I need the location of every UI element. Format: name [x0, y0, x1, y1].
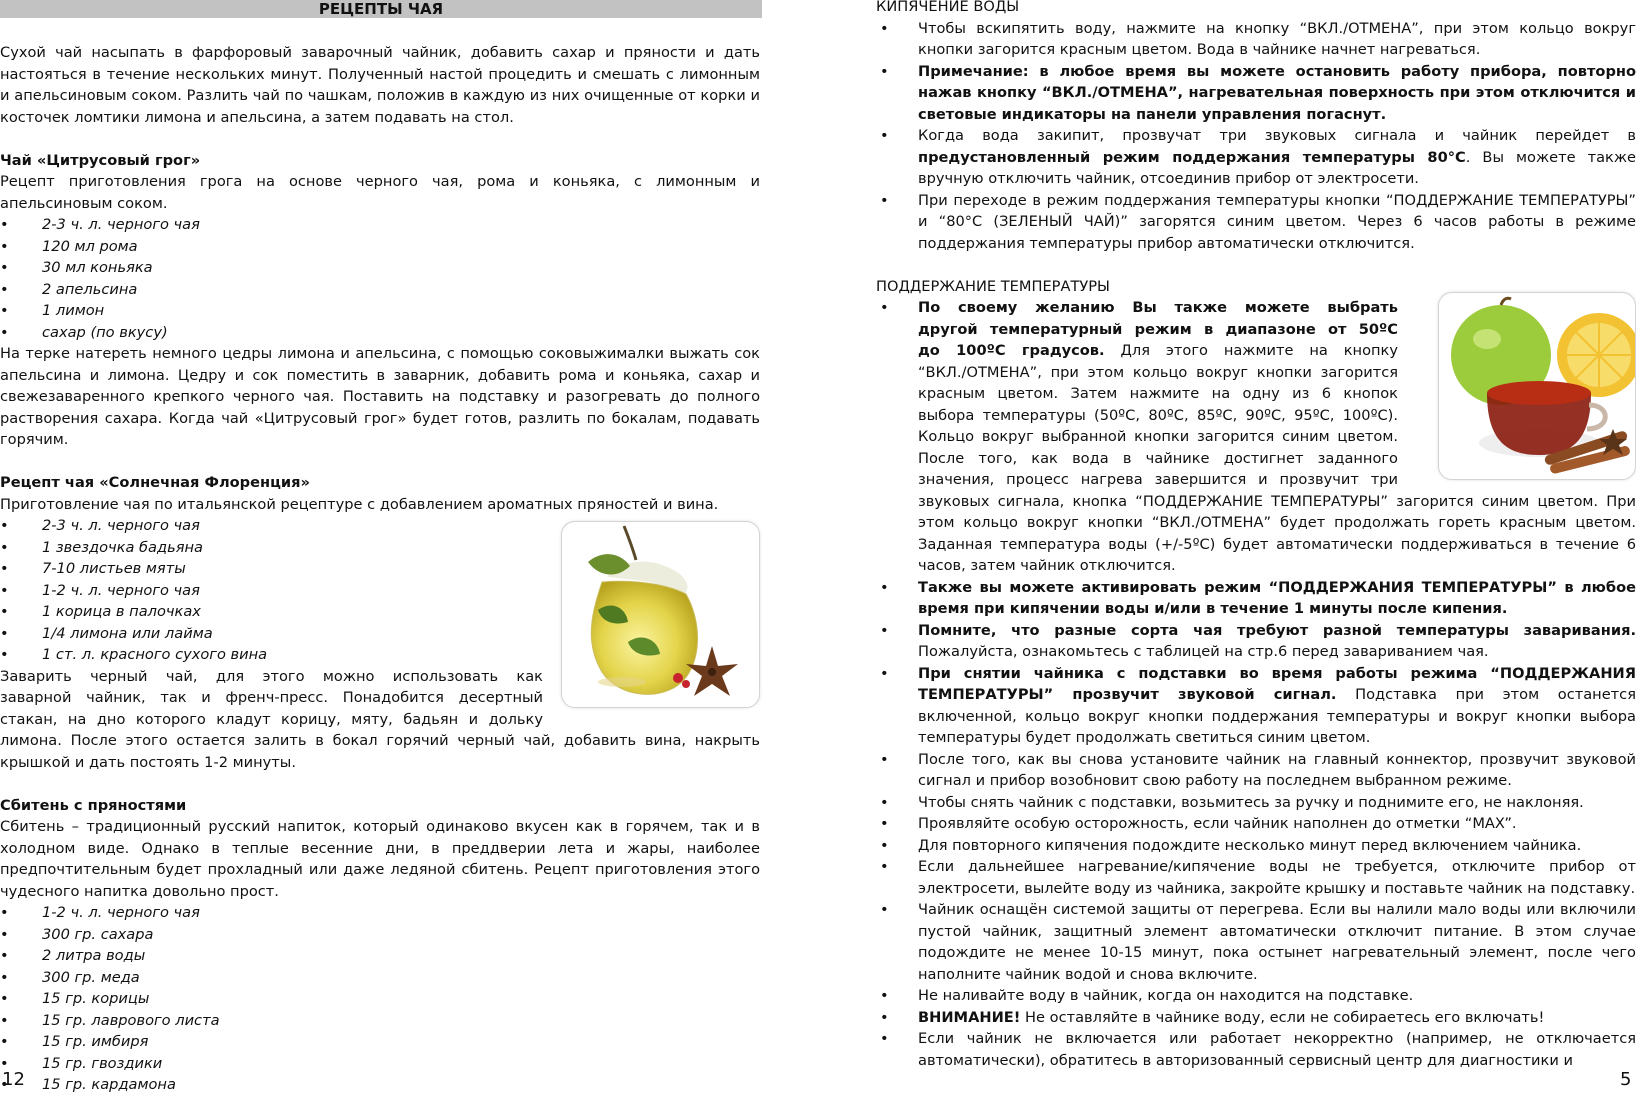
keep-bold: Также вы можете активировать режим “ПОДДЕРЖАНИЯ ТЕМПЕРАТУРЫ” в любое время при кипячении воды и/или в течение 1 минуты после кипения. — [918, 578, 1636, 617]
method-line: стакан, на дно которого кладут корицу, мяту, бадьян и дольку — [0, 710, 543, 728]
ingredient-item: • 1 ст. л. красного сухого вина — [0, 644, 760, 666]
ingredient-item: • 15 гр. кардамона — [0, 1074, 760, 1096]
recipe-method-citrus-grog: На терке натереть немного цедры лимона и апельсина, с помощью соковыжималки выжать сок апельсина и лимона. Цедру и сок поместить в заварник, добавить рома и коньяка, сахар и свежезаваренного крепкого черного чая. Поставить на подставку и разогревать до полного растворения сахара. Когда чай «Цитрусовый грог» будет готов, разлить по бокалам, подавать горячим. — [0, 345, 760, 448]
recipe-title-florence: Рецепт чая «Солнечная Флоренция» — [0, 474, 310, 491]
recipe-method-florence-rest: лимона. После этого остается залить в бокал горячий черный чай, добавить вина, накрыть крышкой и дать постоять 1-2 минуты. — [0, 732, 760, 771]
method-line: заварной чайник, так и френч-пресс. Понадобится десертный — [0, 689, 543, 706]
recipe-desc-sbiten: Сбитень – традиционный русский напиток, который одинаково вкусен как в горячем, так и в холодном виде. Однако в теплые весенние дни, в преддверии лета и жары, наиболее предпочтительным будет прохладный или даже ледяной сбитень. Рецепт приготовления этого чудесного напитка довольно прост. — [0, 818, 760, 900]
ingredient-item: • 300 гр. меда — [0, 967, 760, 989]
pear-glass-image — [561, 521, 760, 708]
ingredient-item: • 2 апельсина — [0, 279, 760, 301]
keep-bold: другой температурный режим в диапазоне от 50ºC — [918, 320, 1398, 338]
keep-item-wrap — [918, 297, 1398, 491]
ingredients-citrus-grog — [0, 214, 760, 343]
keep-heading: ПОДДЕРЖАНИЕ ТЕМПЕРАТУРЫ — [876, 277, 1110, 295]
ingredient-item: • 2 литра воды — [0, 945, 760, 967]
keep-item: • Для повторного кипячения подождите несколько минут перед включением чайника. — [876, 835, 1636, 857]
keep-item: • Чайник оснащён системой защиты от перегрева. Если вы налили мало воды или включили пустой чайник, защитный элемент автоматически отключит питание. В этом случае подождите не менее 10-15 минут, пока остынет нагревательный элемент, после чего наполните чайник водой и снова включите. — [876, 899, 1636, 985]
ingredient-item: • 300 гр. сахара — [0, 924, 760, 946]
keep-bold: При снятии чайника с подставки во время работы режима “ПОДДЕРЖАНИЯ ТЕМПЕРАТУРЫ” прозвучит звуковой сигнал. — [918, 664, 1636, 703]
method-line: Заварить черный чай, для этого можно использовать как — [0, 667, 543, 685]
ingredient-item: • 15 гр. корицы — [0, 988, 760, 1010]
boiling-note-text: Примечание: в любое время вы можете остановить работу прибора, повторно нажав кнопку “ВКЛ./ОТМЕНА”, нагревательная поверхность при этом отключится и световые индикаторы на панели управления погаснут. — [918, 62, 1636, 123]
keep-line — [918, 340, 1398, 362]
tea-cup-image — [1438, 292, 1636, 480]
keep-bold: до 100ºС градусов. — [918, 342, 1105, 359]
keep-item-rest: звуковых сигнала, кнопка “ПОДДЕРЖАНИЕ ТЕМПЕРАТУРЫ” загорится синим цветом. При этом кольцо вокруг кнопки “ВКЛ./ОТМЕНА” будет продолжать гореть красным цветом. Заданная температура воды (+/-5ºС) будет автоматически поддерживаться в течение 6 часов, затем чайник отключится. — [918, 492, 1636, 574]
ingredient-item: • 1 лимон — [0, 300, 760, 322]
ingredient-item: • 1-2 ч. л. черного чая — [0, 902, 760, 924]
section-banner: РЕЦЕПТЫ ЧАЯ — [0, 0, 762, 18]
right-page — [876, 0, 1636, 1071]
keep-item: • После того, как вы снова установите чайник на главный коннектор, прозвучит звуковой сигнал и прибор возобновит свою работу на последнем выбранном режиме. — [876, 749, 1636, 792]
keep-bold: По своему желанию Вы также можете выбрать — [918, 299, 1398, 316]
boiling-list — [876, 18, 1636, 255]
keep-line — [918, 297, 1398, 319]
keep-line: выбора температуры (50ºС, 80ºС, 85ºС, 90ºС, 95ºС, 100ºС). — [918, 406, 1398, 424]
boiling-item — [876, 125, 1636, 190]
ingredient-item: • 7-10 листьев мяты — [0, 558, 760, 580]
boiling-heading: КИПЯЧЕНИЕ ВОДЫ — [876, 0, 1020, 15]
ingredient-item: • 120 мл рома — [0, 236, 760, 258]
ingredient-item: • 2-3 ч. л. черного чая — [0, 214, 760, 236]
ingredient-item: • 1 звездочка бадьяна — [0, 537, 760, 559]
ingredient-item: • 1/4 лимона или лайма — [0, 623, 760, 645]
recipe-desc-florence: Приготовление чая по итальянской рецептуре с добавлением ароматных пряностей и вина. — [0, 495, 719, 513]
keep-line — [918, 319, 1398, 341]
keep-item — [876, 663, 1636, 749]
keep-item: • Проявляйте особую осторожность, если чайник наполнен до отметки “MAX”. — [876, 813, 1636, 835]
intro-paragraph: Сухой чай насыпать в фарфоровый заварочный чайник, добавить сахар и пряности и дать настояться в течение нескольких минут. Полученный настой процедить и смешать с лимонным и апельсиновым соком. Разлить чай по чашкам, положив в каждую из них очищенные от корки и косточек ломтики лимона и апельсина, а затем подавать на стол. — [0, 44, 760, 126]
keep-line: красным цветом. Затем нажмите на одну из 6 кнопок — [918, 385, 1398, 402]
recipe-title-sbiten: Сбитень с пряностями — [0, 796, 187, 814]
keep-line: Кольцо вокруг выбранной кнопки загорится синим цветом. — [918, 428, 1398, 445]
ingredient-item: • сахар (по вкусу) — [0, 322, 760, 344]
boiling-note — [876, 61, 1636, 126]
boiling-item-text: . Вы можете также вручную отключить чайник, отсоединив прибор от электросети. — [918, 148, 1636, 187]
keep-item: • Чтобы снять чайник с подставки, возьмитесь за ручку и поднимите его, не наклоняя. — [876, 792, 1636, 814]
ingredient-item: • 1 корица в палочках — [0, 601, 760, 623]
ingredient-item: • 15 гр. лаврового листа — [0, 1010, 760, 1032]
page-number-right: 5 — [1620, 1069, 1632, 1090]
boiling-item-bold: предустановленный режим поддержания температуры 80°C — [918, 148, 1466, 166]
boiling-item: • Чтобы вскипятить воду, нажмите на кнопку “ВКЛ./ОТМЕНА”, при этом кольцо вокруг кнопки загорится красным цветом. Вода в чайнике начнет нагреваться. — [876, 18, 1636, 61]
recipe-method-florence-wrap — [0, 666, 543, 731]
keep-line: значения, процесс нагрева завершится и прозвучит три — [918, 471, 1398, 488]
ingredients-sbiten — [0, 902, 760, 1096]
ingredient-item: • 15 гр. имбиря — [0, 1031, 760, 1053]
boiling-item: • При переходе в режим поддержания температуры кнопки “ПОДДЕРЖАНИЕ ТЕМПЕРАТУРЫ” и “80°С (ЗЕЛЕНЫЙ ЧАЙ)” загорятся синим цветом. Через 6 часов работы в режиме поддержания температуры прибор автоматически отключится. — [876, 190, 1636, 255]
recipe-desc-citrus-grog: Рецепт приготовления грога на основе черного чая, рома и коньяка, с лимонным и апельсиновым соком. — [0, 173, 760, 212]
ingredient-item: • 30 мл коньяка — [0, 257, 760, 279]
keep-item: • Если дальнейшее нагревание/кипячение воды не требуется, отключите прибор от электросети, вылейте воду из чайника, закройте крышку и поставьте чайник на подставку. — [876, 856, 1636, 899]
keep-bold: Помните, что разные сорта чая требуют разной температуры заваривания. — [918, 621, 1636, 639]
keep-item — [876, 1007, 1636, 1029]
keep-normal: Для этого нажмите на кнопку — [1104, 342, 1398, 359]
keep-normal: Пожалуйста, ознакомьтесь с таблицей на стр.6 перед завариванием чая. — [918, 643, 1489, 660]
page-number-left: 12 — [2, 1069, 25, 1090]
keep-item: • Не наливайте воду в чайник, когда он находится на подставке. — [876, 985, 1636, 1007]
keep-item — [876, 620, 1636, 663]
keep-line: После того, как вода в чайнике достигнет заданного — [918, 449, 1398, 467]
keep-normal: Подставка при этом останется включенной, кольцо вокруг кнопки поддержания температуры и вокруг кнопки выбора температуры будет продолжать светиться синим цветом. — [918, 686, 1636, 746]
keep-normal: Не оставляйте в чайнике воду, если не собираетесь его включать! — [1020, 1008, 1545, 1026]
keep-bold: ВНИМАНИЕ! — [918, 1008, 1021, 1026]
ingredient-item: • 15 гр. гвоздики — [0, 1053, 760, 1075]
keep-item — [876, 577, 1636, 620]
keep-item: • Если чайник не включается или работает некорректно (например, не отключается автоматически), обратитесь в авторизованный сервисный центр для диагностики и — [876, 1028, 1636, 1071]
keep-line: “ВКЛ./ОТМЕНА”, при этом кольцо вокруг кнопки загорится — [918, 363, 1398, 381]
ingredient-item: • 2-3 ч. л. черного чая — [0, 515, 760, 537]
ingredient-item: • 1-2 ч. л. черного чая — [0, 580, 760, 602]
boiling-item-text: Когда вода закипит, прозвучат три звуковых сигнала и чайник перейдет в — [918, 127, 1636, 144]
recipe-title-citrus-grog: Чай «Цитрусовый грог» — [0, 151, 201, 169]
